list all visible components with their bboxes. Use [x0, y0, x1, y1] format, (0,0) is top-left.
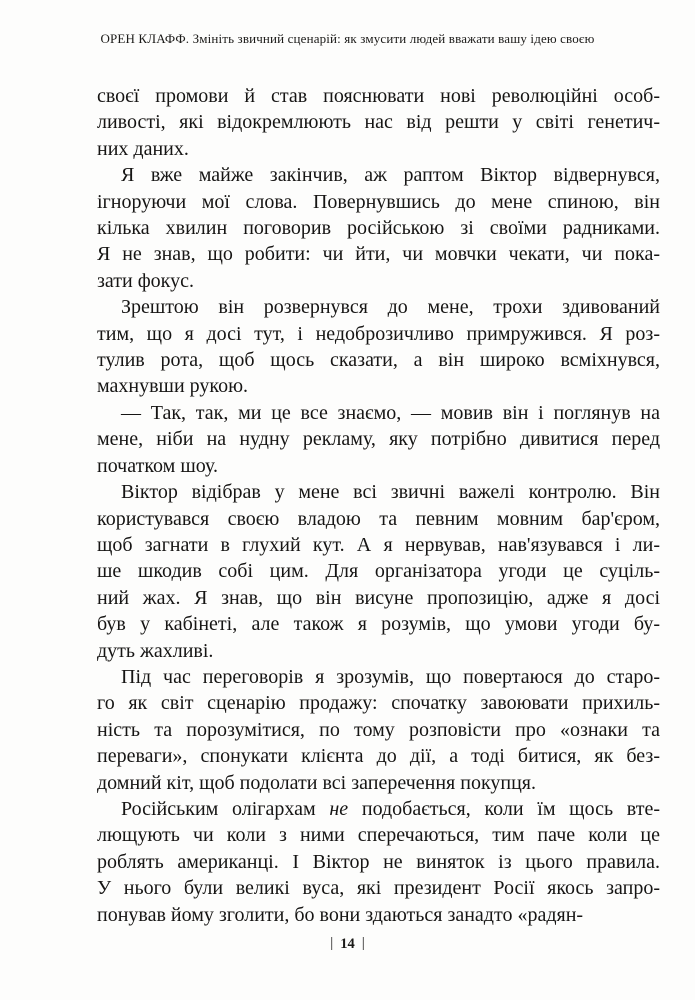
text-line: махнувши рукою.	[97, 375, 249, 398]
text-line: переваги», спонукати клієнта до дії, а тоді битися, як без-	[97, 745, 660, 768]
text-line: Віктор відібрав у мене всі звичні важелі контролю. Він	[121, 481, 660, 504]
text-line: мене, ніби на нудну рекламу, яку потрібно дивитися перед	[97, 428, 660, 451]
text-line: ність та порозумітися, по тому розповісти про «ознаки та	[97, 718, 660, 741]
text-line: зати фокус.	[97, 269, 194, 292]
running-header: ОРЕН КЛАФФ. Змініть звичний сценарій: як змусити людей вважати вашу ідею своєю	[100, 31, 595, 46]
text-line: дуть жахливі.	[97, 639, 214, 662]
text-line: кілька хвилин поговорив російською зі своїми радниками.	[97, 217, 660, 240]
text-line: ше шкодив собі цим. Для організатора угоди це суціль-	[97, 560, 660, 583]
paragraph	[97, 83, 660, 162]
page-footer	[0, 936, 695, 953]
text-line: Під час переговорів я зрозумів, що повертаюся до старо-	[121, 665, 660, 688]
folio-right-bar: |	[361, 935, 365, 951]
text-line: тим, що я досі тут, і недоброзичливо примружився. Я роз-	[97, 322, 660, 345]
text-line: тулив рота, щоб щось сказати, а він широко всміхнувся,	[97, 349, 660, 372]
folio-left-bar: |	[330, 935, 334, 951]
paragraph	[97, 162, 660, 294]
text-line: ний жах. Я знав, що він висуне пропозицію, адже я досі	[97, 586, 660, 609]
text-line: роблять американці. І Віктор не виняток із цього правила.	[97, 850, 660, 873]
text-line: користувався своєю владою та певним мовним бар'єром,	[97, 507, 660, 530]
page-number: 14	[340, 936, 355, 952]
text-line: Я не знав, що робити: чи йти, чи мовчки чекати, чи пока-	[97, 243, 660, 266]
text-line: понував йому зголити, бо вони здаються занадто «радян-	[97, 903, 584, 926]
text-line: був у кабінеті, але також я розумів, що умови угоди бу-	[97, 613, 660, 636]
text-line: своєї промови й став пояснювати нові революційні особ-	[97, 85, 660, 107]
text-line: щоб загнати в глухий кут. А я нервував, нав'язувався і ли-	[97, 533, 660, 556]
text-line: Зрештою він розвернувся до мене, трохи здивований	[121, 296, 660, 319]
text-line: них даних.	[97, 137, 189, 160]
paragraph	[97, 294, 660, 400]
text-line: ігноруючи мої слова. Повернувшись до мене спиною, він	[97, 190, 660, 213]
text-line: — Так, так, ми це все знаємо, — мовив він і поглянув на	[121, 401, 660, 424]
paragraph	[97, 400, 660, 479]
text-line: Російським олігархам не подобається, коли їм щось вте-	[121, 797, 660, 820]
text-line: го як світ сценарію продажу: спочатку завоювати прихиль-	[97, 692, 660, 715]
text-line: Я вже майже закінчив, аж раптом Віктор відвернувся,	[121, 164, 660, 187]
body-text	[97, 83, 660, 928]
paragraph	[97, 479, 660, 664]
paragraph	[97, 796, 660, 928]
text-line: домний кіт, щоб подолати всі заперечення покупця.	[97, 771, 536, 794]
text-line: ливості, які відокремлюють нас від решти у світі генетич-	[97, 111, 660, 134]
text-line: У нього були великі вуса, які президент Росії якось запро-	[97, 877, 660, 900]
text-line: початком шоу.	[97, 454, 218, 477]
text-line: лющують чи коли з ними сперечаються, тим паче коли це	[97, 824, 660, 847]
paragraph	[97, 664, 660, 796]
